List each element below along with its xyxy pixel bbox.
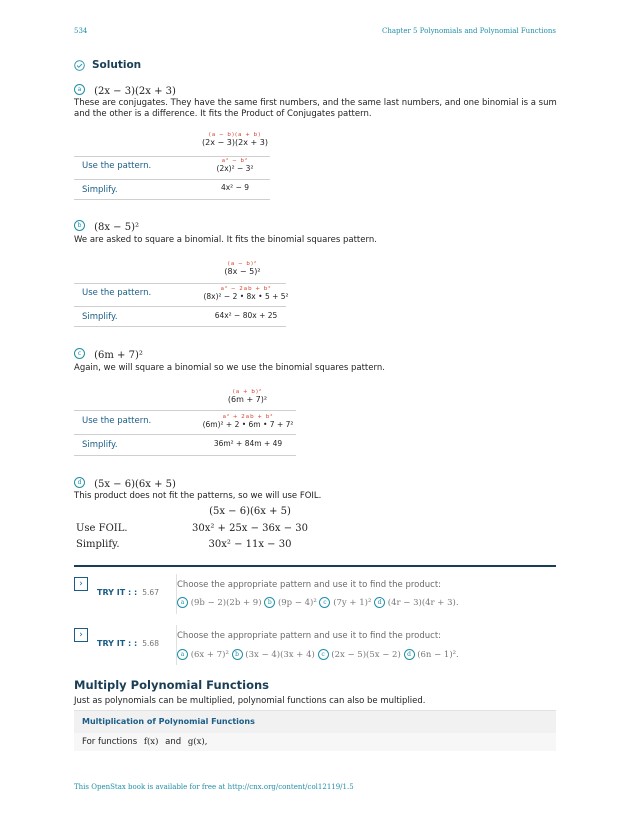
try-it-1-chevron-icon[interactable]: › [74,577,88,591]
try-1-item-a: (9b − 2)(2b + 9) [190,598,262,608]
try-2-marker-c: c [318,649,329,660]
part-a-text: These are conjugates. They have the same first numbers, and the same last numbers, and one binomial is a sum and the other is a difference. It fits the Product of Conjugates pattern. [74,98,557,119]
definition-box-header [74,710,556,733]
definition-box-title: Multiplication of Polynomial Functions [82,717,255,726]
part-b-pattern-main: (8x − 5)² [224,267,261,276]
try-2-marker-b: b [232,649,243,660]
part-c-pattern [205,389,290,404]
section-divider [74,565,556,567]
part-c-heading [74,343,143,362]
try-1-item-b: (9p − 4)² [277,598,317,608]
part-c-pattern-main: (6m + 7)² [227,395,268,404]
solution-header [74,59,141,71]
try-2-item-d: (6n − 1)². [417,650,459,660]
chapter-title: Chapter 5 Polynomials and Polynomial Functions [381,27,556,35]
definition-box-prefix: For functions [82,737,138,747]
part-a-heading [74,79,176,98]
part-c-row1-value: (6m)² + 2 • 6m • 7 + 7² [202,420,294,429]
part-a-expression: (2x − 3)(2x + 3) [94,86,176,97]
try-1-item-c: (7y + 1)² [333,598,372,608]
solution-title: Solution [92,59,142,71]
try-2-item-b: (3x − 4)(3x + 4) [245,650,315,660]
part-d-expression: (5x − 6)(6x + 5) [94,479,176,490]
part-b-pattern [200,261,285,276]
part-a-row1 [200,158,270,173]
try-1-marker-c: c [319,597,330,608]
part-b-pattern-top: (a − b)² [227,261,258,267]
part-a-row2-value: 4x² − 9 [220,183,250,192]
part-d-heading [74,472,176,491]
section-text: Just as polynomials can be multiplied, polynomial functions can also be multiplied. [74,696,426,706]
part-a-row1-value: (2x)² − 3² [216,164,254,173]
part-c-expression: (6m + 7)² [94,350,143,361]
try-1-marker-d: d [374,597,385,608]
part-c-row2-label: Simplify. [82,440,118,450]
part-d-top: (5x − 6)(6x + 5) [209,506,291,517]
try-1-item-d: (4r − 3)(4r + 3). [387,598,459,608]
part-c-text: Again, we will square a binomial so we use the binomial squares pattern. [74,363,385,373]
try-it-1-header [97,580,159,599]
check-circle-icon [74,60,85,71]
marker-d: d [74,477,85,488]
part-d-text: This product does not fit the patterns, so we will use FOIL. [74,491,322,501]
try-2-item-a: (6x + 7)² [190,650,229,660]
try-1-marker-a: a [177,597,188,608]
try-it-1-number: 5.67 [142,588,159,597]
try-2-marker-a: a [177,649,188,660]
part-d-row1-label: Use FOIL. [76,523,128,534]
part-a-row1-top: a² − b² [221,158,249,164]
part-a-pattern-main: (2x − 3)(2x + 3) [202,138,268,147]
part-d-row2-label: Simplify. [76,539,120,550]
try-1-marker-b: b [264,597,275,608]
try-it-2-chevron-icon[interactable]: › [74,628,88,642]
marker-c: c [74,348,85,359]
part-b-row1-top: a² − 2ab + b² [220,286,272,292]
marker-b: b [74,220,85,231]
part-b-expression: (8x − 5)² [94,222,140,233]
part-b-text: We are asked to square a binomial. It fits the binomial squares pattern. [74,235,377,245]
part-c-row1 [198,414,298,429]
try-it-2-prompt: Choose the appropriate pattern and use it to find the product: [177,631,442,641]
part-a-row2-label: Simplify. [82,185,118,195]
part-b-row1 [196,286,296,301]
page-number: 534 [74,27,88,35]
try-it-2-items [177,649,459,660]
try-it-1-items [177,597,459,608]
try-it-2-number: 5.68 [142,639,159,648]
part-b-row2-label: Simplify. [82,312,118,322]
try-it-1-label: TRY IT : : [97,588,138,597]
part-a-pattern [200,132,270,147]
definition-box-g: g(x), [187,737,208,747]
part-b-heading [74,215,139,234]
try-it-2-header [97,631,159,650]
part-a-row1-label: Use the pattern. [82,161,152,171]
part-c-row1-top: a² + 2ab + b² [222,414,274,420]
definition-box-and: and [165,737,182,747]
try-it-1-prompt: Choose the appropriate pattern and use it to find the product: [177,580,442,590]
part-c-row1-label: Use the pattern. [82,416,152,426]
part-a-pattern-top: (a − b)(a + b) [208,132,262,138]
part-c-pattern-top: (a + b)² [232,389,263,395]
section-title: Multiply Polynomial Functions [74,678,270,692]
part-b-row1-value: (8x)² − 2 • 8x • 5 + 5² [203,292,289,301]
footer-text[interactable]: This OpenStax book is available for free at http://cnx.org/content/col12119/1.5 [74,783,354,791]
definition-box-f: f(x) [143,737,159,747]
try-2-marker-d: d [404,649,415,660]
try-it-2-label: TRY IT : : [97,639,138,648]
try-2-item-c: (2x − 5)(5x − 2) [331,650,401,660]
part-b-row2-value: 64x² − 80x + 25 [214,311,278,320]
part-b-row1-label: Use the pattern. [82,288,152,298]
part-d-row2-value: 30x² − 11x − 30 [208,539,292,550]
part-d-row1-value: 30x² + 25x − 36x − 30 [191,523,309,534]
definition-box-body [74,733,556,751]
marker-a: a [74,84,85,95]
part-c-row2-value: 36m² + 84m + 49 [213,439,283,448]
